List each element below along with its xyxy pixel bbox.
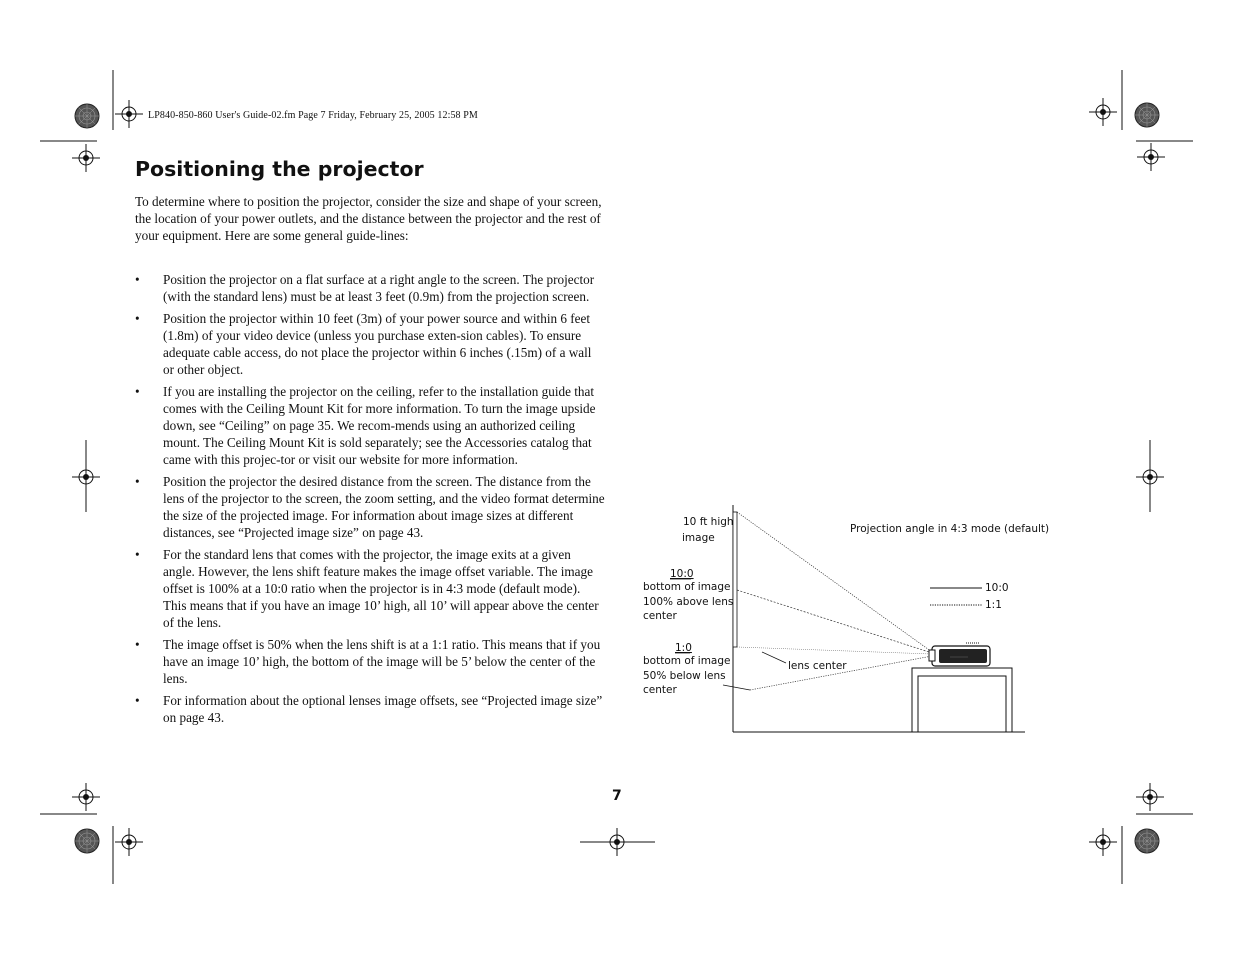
list-item: • Position the projector within 10 feet (3m) of your power source and within 6 feet (1.8m) of your video device (unless you purchase exten-sion cables). To ensure adequate cable access, do not place the projector within 6 inches (.15m) of a wall or other object. [135,311,592,377]
list-item: • Position the projector the desired distance from the screen. The distance from the lens of the projector to the screen, the zoom setting, and the video format determine the size of the projected image. For information about image sizes at different distances, see “Projected image size” on page 43. [135,474,605,540]
list-item: • For the standard lens that comes with the projector, the image exits at a given angle. However, the lens shift feature makes the image offset variable. The image offset is 100% at a 10:0 ratio when the projector is in 4:3 mode (default mode). This means that if you have an image 10’ high, all 10’ will appear above the center of the lens. [135,547,599,630]
list-item: • For information about the optional lenses image offsets, see “Projected image size” on page 43. [135,693,603,725]
ratio-1-0-leader [723,685,750,690]
bullet-icon: • [135,547,140,562]
page-title: Positioning the projector [135,157,424,181]
ratio-10-0-line-2: 100% above lens [643,596,734,608]
bullet-icon: • [135,384,140,399]
legend-solid-label: 10:0 [985,582,1009,594]
bullet-icon: • [135,272,140,287]
ratio-1-0-title: 1:0 [675,642,692,654]
bullet-icon: • [135,637,140,652]
intro-paragraph: To determine where to position the projector, consider the size and shape of your screen, the location of your power outlets, and the distance between the projector and the rest of your equipment. Here are some general guide-lines: [135,194,602,243]
image-height-label-2: image [682,532,715,544]
bullet-icon: • [135,311,140,326]
bullet-icon: • [135,474,140,489]
legend-dotted-label: 1:1 [985,599,1002,611]
bullet-icon: • [135,693,140,708]
table-inner-panel [918,676,1006,732]
page-number: 7 [612,788,622,804]
ratio-1-0-line-1: bottom of image [643,655,731,667]
list-item: • Position the projector on a flat surface at a right angle to the screen. The projector (with the standard lens) must be at least 3 feet (0.9m) from the projection screen. [135,272,595,304]
diagram-title: Projection angle in 4:3 mode (default) [850,523,1050,535]
top-left-marks [40,70,143,172]
top-right-marks [1089,70,1193,171]
projection-angle-diagram [620,500,1060,740]
lens-center-label: lens center [788,660,847,672]
projector-icon [929,643,990,666]
image-height-label: 10 ft high [683,516,734,528]
list-item: • The image offset is 50% when the lens shift is at a 1:1 ratio. This means that if you have an image 10’ high, the bottom of the image will be 5’ below the center of the lens. [135,637,601,686]
list-item: • If you are installing the projector on the ceiling, refer to the installation guide that comes with the Ceiling Mount Kit for more information. To turn the image upside down, see “Ceiling” on page 35. We recom-mends using an authorized ceiling mount. The Ceiling Mount Kit is sold separately; see the Accessories catalog that came with this projec-tor or visit our website for more information. [135,384,596,467]
ratio-10-0-line-3: center [643,610,677,622]
bottom-right-marks [1089,783,1193,884]
document-file-info: LP840-850-860 User's Guide-02.fm Page 7 Friday, February 25, 2005 12:58 PM [148,110,478,121]
projection-ray-10-0 [737,590,932,653]
guideline-list [135,271,605,731]
bottom-left-marks [40,783,143,884]
ratio-10-0-title: 10:0 [670,568,694,580]
lens-center-leader [762,652,786,663]
ratio-1-0-line-3: center [643,684,677,696]
projection-screen [733,512,737,647]
bottom-center-mark [580,828,655,856]
ratio-1-0-line-2: 50% below lens [643,670,726,682]
ratio-10-0-line-1: bottom of image [643,581,731,593]
projection-ray-lens-center [737,647,932,654]
